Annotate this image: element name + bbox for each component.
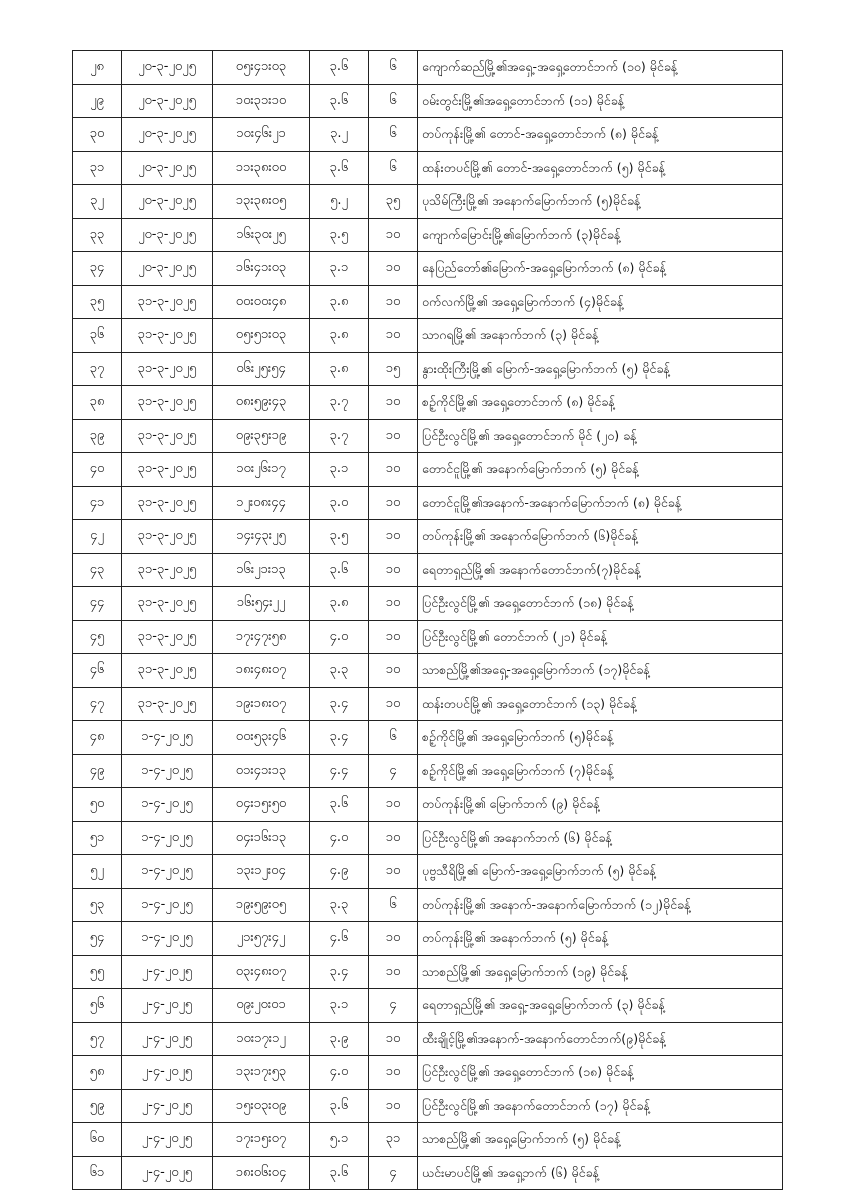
cell-magnitude: ၃.၄: [310, 955, 369, 989]
table-row: [73, 1156, 783, 1190]
cell-time: ၁၈း၄၈း၀၇: [213, 654, 310, 688]
cell-magnitude: ၃.၅: [310, 218, 369, 252]
cell-location: တောင်ငူမြို့၏ အနောက်မြောက်ဘက် (၅) မိုင်ခန့်: [418, 453, 783, 487]
cell-number: ၄၆: [73, 654, 122, 688]
cell-number: ၄၇: [73, 687, 122, 721]
cell-depth: ၆: [369, 118, 418, 152]
cell-magnitude: ၃.၈: [310, 319, 369, 353]
table-row: [73, 620, 783, 654]
table-row: [73, 218, 783, 252]
cell-depth: ၆: [369, 721, 418, 755]
cell-location: သာစည်မြို့၏ အရှေ့မြောက်ဘက် (၅) မိုင်ခန့်: [418, 1123, 783, 1157]
cell-date: ၂-၄-၂၀၂၅: [122, 1089, 213, 1123]
cell-number: ၄၁: [73, 486, 122, 520]
cell-location: နွားထိုးကြီးမြို့၏ မြောက်-အရှေ့မြောက်ဘက် (၅) မိုင်ခန့်: [418, 352, 783, 386]
cell-date: ၂-၄-၂၀၂၅: [122, 1056, 213, 1090]
table-row: [73, 989, 783, 1023]
cell-date: ၃၁-၃-၂၀၂၅: [122, 486, 213, 520]
cell-time: ၀၄း၁၆း၁၃: [213, 821, 310, 855]
cell-time: ၁၀း၃၁း၁၀: [213, 84, 310, 118]
cell-location: တပ်ကုန်းမြို့၏ တောင်-အရှေ့တောင်ဘက် (၈) မိုင်ခန့်: [418, 118, 783, 152]
cell-location: စဉ့်ကိုင်မြို့၏ အရှေ့မြောက်ဘက် (၅)မိုင်ခန့်: [418, 721, 783, 755]
cell-depth: ၁၀: [369, 955, 418, 989]
cell-number: ၄၂: [73, 520, 122, 554]
cell-depth: ၁၀: [369, 252, 418, 286]
cell-date: ၃၁-၃-၂၀၂၅: [122, 285, 213, 319]
cell-magnitude: ၃.၆: [310, 788, 369, 822]
cell-depth: ၁၀: [369, 1089, 418, 1123]
table-row: [73, 922, 783, 956]
cell-location: စဉ့်ကိုင်မြို့၏ အရှေ့မြောက်ဘက် (၇)မိုင်ခန့်: [418, 754, 783, 788]
cell-date: ၂-၄-၂၀၂၅: [122, 1123, 213, 1157]
cell-time: ၁၉း၁၈း၀၇: [213, 687, 310, 721]
cell-magnitude: ၃.၁: [310, 989, 369, 1023]
cell-date: ၂-၄-၂၀၂၅: [122, 955, 213, 989]
cell-depth: ၃၁: [369, 1123, 418, 1157]
cell-time: ၁၁း၃၈း၀၀: [213, 151, 310, 185]
cell-location: ပြင်ဦးလွင်မြို့၏ အနောက်တောင်ဘက် (၁၇) မိုင်ခန့်: [418, 1089, 783, 1123]
cell-magnitude: ၃.၅: [310, 520, 369, 554]
cell-depth: ၁၀: [369, 687, 418, 721]
cell-location: ကျောက်ဆည်မြို့၏အရှေ့-အရှေ့တောင်ဘက် (၁၀) မိုင်ခန့်: [418, 51, 783, 85]
table-row: [73, 285, 783, 319]
cell-number: ၅၅: [73, 955, 122, 989]
cell-location: ပြင်ဦးလွင်မြို့၏ တောင်ဘက် (၂၁) မိုင်ခန့်: [418, 620, 783, 654]
cell-date: ၂-၄-၂၀၂၅: [122, 1022, 213, 1056]
cell-time: ၁၂း၀၈း၄၄: [213, 486, 310, 520]
cell-time: ၀၀း၅၃း၄၆: [213, 721, 310, 755]
cell-location: ပြင်ဦးလွင်မြို့၏ အရှေ့တောင်ဘက် (၁၈) မိုင်ခန့်: [418, 587, 783, 621]
table-row: [73, 687, 783, 721]
cell-depth: ၁၀: [369, 654, 418, 688]
cell-depth: ၁၀: [369, 922, 418, 956]
cell-magnitude: ၃.၇: [310, 419, 369, 453]
cell-time: ၀၅း၅၁း၀၃: [213, 319, 310, 353]
table-row: [73, 84, 783, 118]
cell-number: ၄၅: [73, 620, 122, 654]
cell-depth: ၄: [369, 989, 418, 1023]
cell-location: တပ်ကုန်းမြို့၏ အနောက်-အနောက်မြောက်ဘက် (၁၂)မိုင်ခန့်: [418, 888, 783, 922]
cell-depth: ၁၀: [369, 386, 418, 420]
table-row: [73, 721, 783, 755]
table-row: [73, 252, 783, 286]
cell-depth: ၁၀: [369, 620, 418, 654]
cell-number: ၅၉: [73, 1089, 122, 1123]
cell-magnitude: ၃.၆: [310, 1156, 369, 1190]
cell-location: နေပြည်တော်၏မြောက်-အရှေ့မြောက်ဘက် (၈) မိုင်ခန့်: [418, 252, 783, 286]
cell-depth: ၁၀: [369, 855, 418, 889]
cell-magnitude: ၃.၇: [310, 386, 369, 420]
table-row: [73, 1022, 783, 1056]
cell-depth: ၁၀: [369, 1056, 418, 1090]
cell-magnitude: ၃.၂: [310, 118, 369, 152]
cell-location: ပြင်ဦးလွင်မြို့၏ အနောက်ဘက် (၆) မိုင်ခန့်: [418, 821, 783, 855]
cell-depth: ၁၀: [369, 218, 418, 252]
cell-time: ၁၃း၁၂း၀၄: [213, 855, 310, 889]
cell-number: ၄၉: [73, 754, 122, 788]
cell-number: ၃၇: [73, 352, 122, 386]
table-row: [73, 1056, 783, 1090]
cell-number: ၃၅: [73, 285, 122, 319]
cell-location: ပုဗ္ဗသီရိမြို့၏ မြောက်-အရှေ့မြောက်ဘက် (၅) မိုင်ခန့်: [418, 855, 783, 889]
table-row: [73, 486, 783, 520]
cell-time: ၁၇း၄၇း၅၈: [213, 620, 310, 654]
cell-depth: ၁၅: [369, 352, 418, 386]
cell-depth: ၄: [369, 1156, 418, 1190]
cell-magnitude: ၄.၆: [310, 922, 369, 956]
cell-location: သာစည်မြို့၏ အရှေ့မြောက်ဘက် (၁၉) မိုင်ခန့်: [418, 955, 783, 989]
table-row: [73, 821, 783, 855]
cell-magnitude: ၃.၆: [310, 1089, 369, 1123]
cell-time: ၁၀း၄၆း၂၁: [213, 118, 310, 152]
table-row: [73, 955, 783, 989]
table-row: [73, 453, 783, 487]
cell-date: ၃၁-၃-၂၀၂၅: [122, 620, 213, 654]
cell-location: သာဂရမြို့၏ အနောက်ဘက် (၃) မိုင်ခန့်: [418, 319, 783, 353]
cell-location: ယင်းမာပင်မြို့၏ အရှေ့ဘက် (၆) မိုင်ခန့်: [418, 1156, 783, 1190]
table-row: [73, 118, 783, 152]
cell-date: ၁-၄-၂၀၂၅: [122, 855, 213, 889]
cell-magnitude: ၃.၃: [310, 888, 369, 922]
cell-magnitude: ၄.၀: [310, 620, 369, 654]
table-row: [73, 654, 783, 688]
cell-magnitude: ၄.၀: [310, 821, 369, 855]
cell-date: ၃၁-၃-၂၀၂၅: [122, 520, 213, 554]
cell-depth: ၁၀: [369, 788, 418, 822]
cell-magnitude: ၃.၆: [310, 553, 369, 587]
cell-depth: ၁၀: [369, 419, 418, 453]
cell-number: ၅၇: [73, 1022, 122, 1056]
cell-number: ၄၈: [73, 721, 122, 755]
table-row: [73, 386, 783, 420]
cell-time: ၀၉း၃၅း၁၉: [213, 419, 310, 453]
cell-date: ၁-၄-၂၀၂၅: [122, 922, 213, 956]
cell-time: ၁၄း၄၃း၂၅: [213, 520, 310, 554]
cell-depth: ၁၀: [369, 520, 418, 554]
cell-time: ၁၇း၁၅း၀၇: [213, 1123, 310, 1157]
cell-number: ၃၁: [73, 151, 122, 185]
cell-depth: ၁၀: [369, 319, 418, 353]
cell-location: ကျောက်မြောင်းမြို့၏မြောက်ဘက် (၃)မိုင်ခန့်: [418, 218, 783, 252]
cell-depth: ၁၀: [369, 553, 418, 587]
table-row: [73, 520, 783, 554]
cell-number: ၂၉: [73, 84, 122, 118]
table-row: [73, 185, 783, 219]
cell-depth: ၁၀: [369, 587, 418, 621]
table-row: [73, 1089, 783, 1123]
cell-location: ဝက်လက်မြို့၏ အရှေ့မြောက်ဘက် (၄)မိုင်ခန့်: [418, 285, 783, 319]
cell-time: ၀၀း၀၀း၄၈: [213, 285, 310, 319]
cell-date: ၃၁-၃-၂၀၂၅: [122, 419, 213, 453]
cell-number: ၅၃: [73, 888, 122, 922]
cell-date: ၁-၄-၂၀၂၅: [122, 888, 213, 922]
cell-time: ၂၁း၅၇း၄၂: [213, 922, 310, 956]
table-row: [73, 754, 783, 788]
cell-number: ၄၄: [73, 587, 122, 621]
cell-magnitude: ၃.၈: [310, 285, 369, 319]
cell-depth: ၆: [369, 888, 418, 922]
table-row: [73, 1123, 783, 1157]
cell-magnitude: ၄.၀: [310, 1056, 369, 1090]
cell-time: ၁၀း၁၇း၁၂: [213, 1022, 310, 1056]
cell-magnitude: ၃.၁: [310, 252, 369, 286]
cell-location: ပြင်ဦးလွင်မြို့၏ အရှေ့တောင်ဘက် မိုင် (၂၀) ခန့်: [418, 419, 783, 453]
cell-magnitude: ၃.၆: [310, 84, 369, 118]
cell-depth: ၁၀: [369, 453, 418, 487]
cell-number: ၃၉: [73, 419, 122, 453]
cell-number: ၄၃: [73, 553, 122, 587]
cell-date: ၂-၄-၂၀၂၅: [122, 989, 213, 1023]
cell-time: ၀၄း၁၅း၅၀: [213, 788, 310, 822]
cell-time: ၁၀း၂၆း၁၇: [213, 453, 310, 487]
cell-magnitude: ၃.၄: [310, 721, 369, 755]
cell-time: ၀၅း၄၁း၀၃: [213, 51, 310, 85]
cell-location: သာစည်မြို့၏အရှေ့-အရှေ့မြောက်ဘက် (၁၇)မိုင်ခန့်: [418, 654, 783, 688]
cell-depth: ၁၀: [369, 1022, 418, 1056]
table-row: [73, 151, 783, 185]
cell-magnitude: ၃.၃: [310, 654, 369, 688]
cell-location: ထန်းတပင်မြို့၏ တောင်-အရှေ့တောင်ဘက် (၅) မိုင်ခန့်: [418, 151, 783, 185]
cell-number: ၆၀: [73, 1123, 122, 1157]
cell-number: ၃၃: [73, 218, 122, 252]
cell-date: ၂၀-၃-၂၀၂၅: [122, 84, 213, 118]
cell-time: ၁၆း၅၄း၂၂: [213, 587, 310, 621]
table-row: [73, 587, 783, 621]
cell-time: ၁၅း၀၃း၀၉: [213, 1089, 310, 1123]
cell-magnitude: ၃.၈: [310, 587, 369, 621]
cell-magnitude: ၃.၄: [310, 687, 369, 721]
cell-depth: ၁၀: [369, 821, 418, 855]
cell-magnitude: ၅.၂: [310, 185, 369, 219]
cell-date: ၁-၄-၂၀၂၅: [122, 788, 213, 822]
table-row: [73, 553, 783, 587]
cell-date: ၃၁-၃-၂၀၂၅: [122, 687, 213, 721]
cell-location: တပ်ကုန်းမြို့၏ မြောက်ဘက် (၉) မိုင်ခန့်: [418, 788, 783, 822]
earthquake-table: [72, 50, 783, 1190]
cell-magnitude: ၄.၉: [310, 855, 369, 889]
cell-time: ၀၉း၂၀း၀၁: [213, 989, 310, 1023]
cell-number: ၅၁: [73, 821, 122, 855]
cell-magnitude: ၃.၀: [310, 486, 369, 520]
cell-date: ၃၁-၃-၂၀၂၅: [122, 553, 213, 587]
cell-number: ၂၈: [73, 51, 122, 85]
cell-time: ၀၆း၂၅း၅၄: [213, 352, 310, 386]
cell-number: ၃၄: [73, 252, 122, 286]
table-row: [73, 855, 783, 889]
cell-time: ၁၉း၅၉း၀၅: [213, 888, 310, 922]
cell-magnitude: ၃.၆: [310, 51, 369, 85]
cell-location: ပြင်ဦးလွင်မြို့၏ အရှေ့တောင်ဘက် (၁၈) မိုင်ခန့်: [418, 1056, 783, 1090]
cell-time: ၀၈း၅၉း၄၃: [213, 386, 310, 420]
cell-depth: ၄: [369, 754, 418, 788]
cell-depth: ၁၀: [369, 285, 418, 319]
cell-date: ၃၁-၃-၂၀၂၅: [122, 352, 213, 386]
cell-depth: ၆: [369, 151, 418, 185]
cell-number: ၅၆: [73, 989, 122, 1023]
cell-time: ၀၃း၄၈း၀၇: [213, 955, 310, 989]
cell-depth: ၁၀: [369, 486, 418, 520]
table-row: [73, 888, 783, 922]
cell-time: ၁၆း၂၁း၁၃: [213, 553, 310, 587]
cell-number: ၄၀: [73, 453, 122, 487]
cell-date: ၂၀-၃-၂၀၂၅: [122, 185, 213, 219]
table-row: [73, 319, 783, 353]
cell-depth: ၃၅: [369, 185, 418, 219]
cell-location: တောင်ငူမြို့၏အနောက်-အနောက်မြောက်ဘက် (၈) မိုင်ခန့်: [418, 486, 783, 520]
table-row: [73, 419, 783, 453]
cell-date: ၂-၄-၂၀၂၅: [122, 1156, 213, 1190]
cell-number: ၃၈: [73, 386, 122, 420]
cell-location: စဉ့်ကိုင်မြို့၏ အရှေ့တောင်ဘက် (၈) မိုင်ခန့်: [418, 386, 783, 420]
cell-magnitude: ၃.၉: [310, 1022, 369, 1056]
cell-date: ၃၁-၃-၂၀၂၅: [122, 654, 213, 688]
cell-magnitude: ၃.၈: [310, 352, 369, 386]
cell-number: ၃၀: [73, 118, 122, 152]
cell-time: ၁၈း၀၆း၀၄: [213, 1156, 310, 1190]
cell-depth: ၆: [369, 84, 418, 118]
table-row: [73, 352, 783, 386]
table-body: [73, 51, 783, 1190]
cell-date: ၃၁-၃-၂၀၂၅: [122, 386, 213, 420]
cell-date: ၁-၄-၂၀၂၅: [122, 721, 213, 755]
cell-location: တပ်ကုန်းမြို့၏ အနောက်မြောက်ဘက် (၆)မိုင်ခန့်: [418, 520, 783, 554]
cell-number: ၅၈: [73, 1056, 122, 1090]
cell-date: ၂၀-၃-၂၀၂၅: [122, 118, 213, 152]
cell-location: ဝမ်းတွင်းမြို့၏အရှေ့တောင်ဘက် (၁၁) မိုင်ခန့်: [418, 84, 783, 118]
cell-number: ၃၆: [73, 319, 122, 353]
cell-number: ၅၂: [73, 855, 122, 889]
cell-location: ရေတာရှည်မြို့၏ အနောက်တောင်ဘက်(၇)မိုင်ခန့်: [418, 553, 783, 587]
cell-magnitude: ၃.၁: [310, 453, 369, 487]
cell-time: ၁၆း၄၁း၀၃: [213, 252, 310, 286]
cell-location: ထီးချိုင့်မြို့၏အနောက်-အနောက်တောင်ဘက်(၉)မိုင်ခန့်: [418, 1022, 783, 1056]
cell-number: ၃၂: [73, 185, 122, 219]
cell-magnitude: ၅.၁: [310, 1123, 369, 1157]
cell-date: ၂၀-၃-၂၀၂၅: [122, 218, 213, 252]
cell-time: ၁၃း၃၈း၀၅: [213, 185, 310, 219]
cell-time: ၁၆း၃၀း၂၅: [213, 218, 310, 252]
cell-number: ၅၀: [73, 788, 122, 822]
cell-magnitude: ၃.၆: [310, 151, 369, 185]
cell-depth: ၆: [369, 51, 418, 85]
cell-date: ၂၀-၃-၂၀၂၅: [122, 252, 213, 286]
cell-number: ၆၁: [73, 1156, 122, 1190]
cell-location: တပ်ကုန်းမြို့၏ အနောက်ဘက် (၅) မိုင်ခန့်: [418, 922, 783, 956]
cell-date: ၃၁-၃-၂၀၂၅: [122, 587, 213, 621]
cell-number: ၅၄: [73, 922, 122, 956]
cell-location: ပုသိမ်ကြီးမြို့၏ အနောက်မြောက်ဘက် (၅)မိုင်ခန့်: [418, 185, 783, 219]
cell-location: ရေတာရှည်မြို့၏ အရှေ့-အရှေ့မြောက်ဘက် (၃) မိုင်ခန့်: [418, 989, 783, 1023]
cell-time: ၀၁း၄၁း၁၃: [213, 754, 310, 788]
cell-date: ၂၀-၃-၂၀၂၅: [122, 51, 213, 85]
cell-date: ၃၁-၃-၂၀၂၅: [122, 453, 213, 487]
cell-date: ၂၀-၃-၂၀၂၅: [122, 151, 213, 185]
cell-magnitude: ၄.၄: [310, 754, 369, 788]
cell-time: ၁၃း၁၇း၅၃: [213, 1056, 310, 1090]
table-row: [73, 788, 783, 822]
cell-date: ၁-၄-၂၀၂၅: [122, 821, 213, 855]
table-row: [73, 51, 783, 85]
cell-date: ၃၁-၃-၂၀၂၅: [122, 319, 213, 353]
cell-date: ၁-၄-၂၀၂၅: [122, 754, 213, 788]
cell-location: ထန်းတပင်မြို့၏ အရှေ့တောင်ဘက် (၁၃) မိုင်ခန့်: [418, 687, 783, 721]
